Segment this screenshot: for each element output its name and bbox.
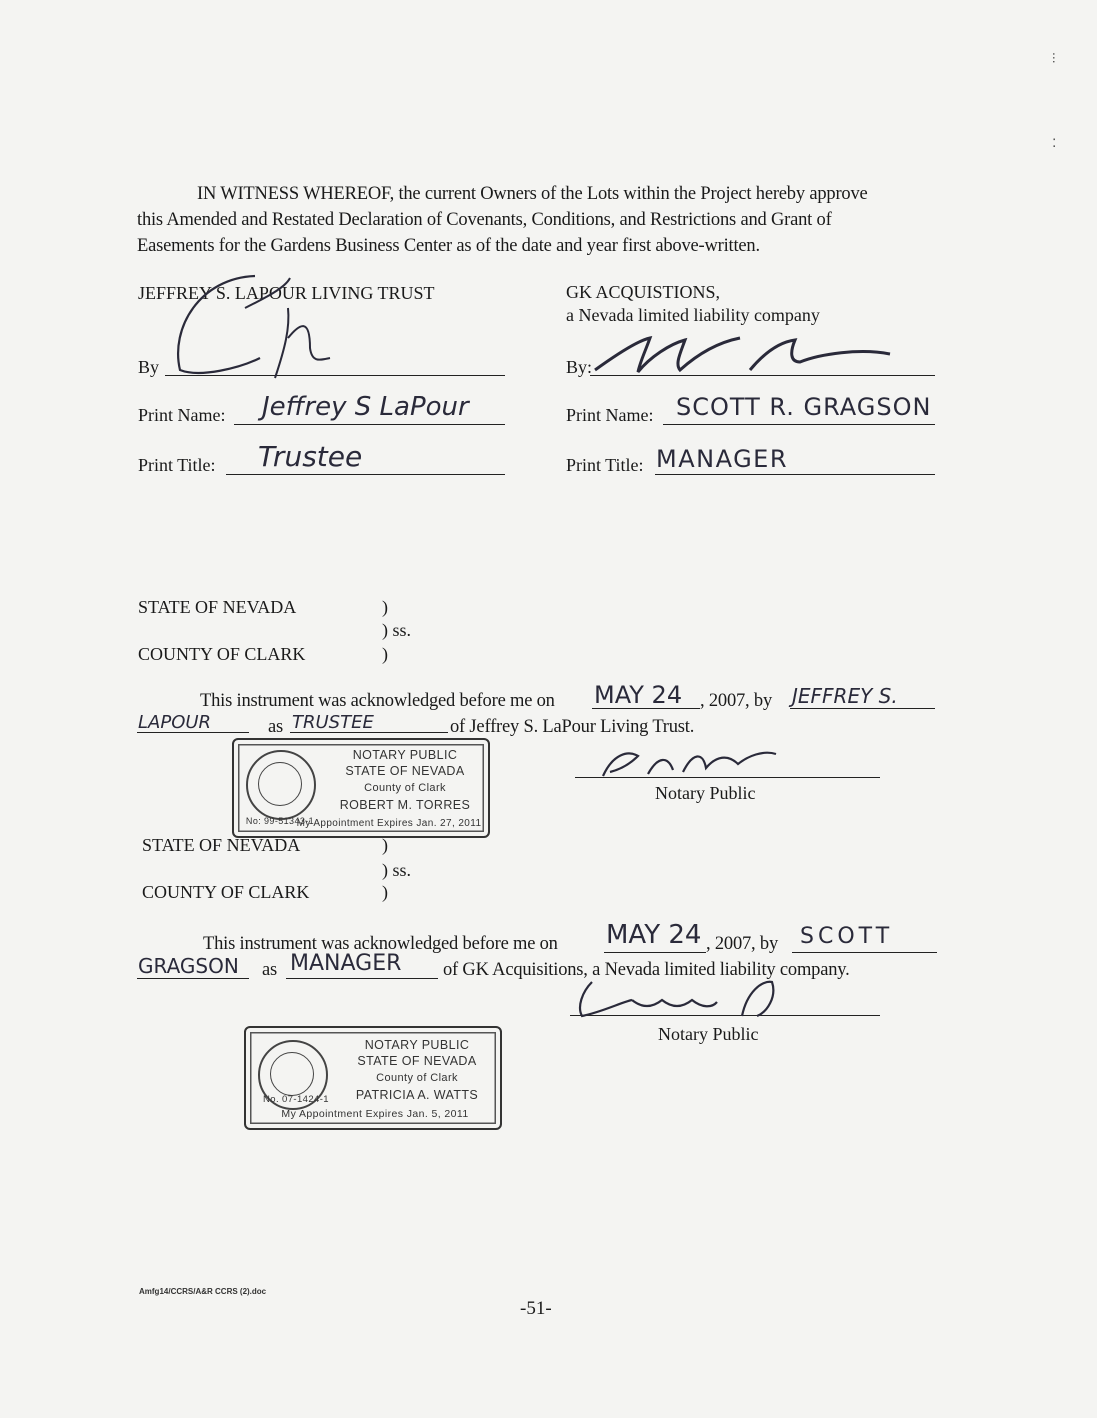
left-print-title-label: Print Title: [138,455,216,475]
right-signature-mark [590,332,900,382]
ack1-paren-1: ) [382,597,388,617]
ack2-notary-stamp [244,1026,502,1130]
ack2-stamp-expires: My Appointment Expires Jan. 5, 2011 [281,1108,469,1120]
ack2-text-c: of GK Acquisitions, a Nevada limited liability company. [443,960,850,980]
ack1-stamp-title: NOTARY PUBLIC [352,748,458,762]
ack2-stamp-county: County of Clark [376,1072,458,1084]
right-print-title-label: Print Title: [566,455,644,475]
ack2-role-line [286,978,438,979]
footer-file-ref: Amfg14/CCRS/A&R CCRS (2).doc [139,1287,267,1296]
ack1-notary-signature-mark [598,746,778,782]
ack1-name-b: LAPOUR [138,712,212,733]
ack2-role: MANAGER [290,951,402,976]
ack2-as-label: as [262,960,278,980]
left-print-name-value: Jeffrey S LaPour [262,392,469,422]
ack2-text-b: , 2007, by [706,934,779,954]
right-entity-subtitle: a Nevada limited liability company [566,305,820,325]
ack2-stamp-title: NOTARY PUBLIC [364,1038,470,1052]
left-print-title-value: Trustee [258,440,363,473]
ack1-state: STATE OF NEVADA [138,597,297,617]
ack1-stamp-state: STATE OF NEVADA [345,764,465,778]
ack1-date: MAY 24 [594,681,683,709]
ack2-stamp-number: No. 07-1424-1 [263,1094,329,1105]
ack1-text-c: of Jeffrey S. LaPour Living Trust. [450,717,695,737]
footer-page-number: -51- [520,1298,552,1319]
ack1-stamp-county: County of Clark [364,782,446,794]
right-print-name-value: SCOTT R. GRAGSON [676,393,932,421]
intro-line-2: this Amended and Restated Declaration of Covenants, Conditions, and Restrictions and Grant of [137,210,832,230]
ack1-stamp-number: No: 99-51343-1 [245,816,315,826]
right-by-label: By: [566,357,593,377]
ack2-paren-1: ) [382,835,388,855]
ack1-notary-public-label: Notary Public [655,783,756,803]
left-entity-name: JEFFREY S. LAPOUR LIVING TRUST [138,283,435,303]
left-signature-mark [160,268,380,388]
left-print-name-line [234,424,505,425]
right-print-title-value: MANAGER [656,445,789,473]
ack2-stamp-name: PATRICIA A. WATTS [355,1088,479,1102]
ack2-text-a: This instrument was acknowledged before me on [203,934,558,954]
ack2-name-line-b [137,978,249,979]
left-print-title-line [226,474,505,475]
ack1-stamp-name: ROBERT M. TORRES [339,798,471,812]
ack2-name-a: SCOTT [800,924,894,949]
ack1-text-b: , 2007, by [700,691,773,711]
right-print-name-line [663,424,935,425]
intro-line-1: IN WITNESS WHEREOF, the current Owners of the Lots within the Project hereby approve [197,184,868,204]
ack1-ss: ) ss. [382,620,412,640]
ack2-paren-2: ) [382,882,388,902]
ack1-name-a: JEFFREY S. [792,684,898,708]
right-print-title-line [655,474,935,475]
ack2-county: COUNTY OF CLARK [142,882,310,902]
ack2-name-line-a [792,952,937,953]
ack2-notary-signature-mark [572,972,872,1022]
ack2-name-b: GRAGSON [138,954,239,978]
ack1-county: COUNTY OF CLARK [138,644,306,664]
ack1-notary-seal-icon [246,750,316,820]
ack2-date-line [604,952,706,953]
margin-mark-side: : [1052,134,1057,151]
left-print-name-label: Print Name: [138,405,226,425]
ack2-ss: ) ss. [382,860,412,880]
ack1-name-line-a [790,708,935,709]
intro-line-3: Easements for the Gardens Business Center as of the date and year first above-written. [137,236,760,256]
ack2-notary-public-label: Notary Public [658,1024,759,1044]
ack1-text-a: This instrument was acknowledged before me on [200,691,555,711]
ack2-stamp-state: STATE OF NEVADA [357,1054,477,1068]
left-by-label: By [138,357,160,377]
ack1-paren-2: ) [382,644,388,664]
ack1-stamp-expires: My Appointment Expires Jan. 27, 2011 [296,818,482,829]
right-entity-name: GK ACQUISTIONS, [566,282,721,302]
ack2-state: STATE OF NEVADA [142,835,301,855]
margin-mark-top: ... [1050,52,1066,64]
ack1-as-label: as [268,717,284,737]
right-print-name-label: Print Name: [566,405,654,425]
ack2-date: MAY 24 [606,920,702,950]
ack1-role: TRUSTEE [292,712,374,733]
ack1-notary-stamp [232,738,490,838]
